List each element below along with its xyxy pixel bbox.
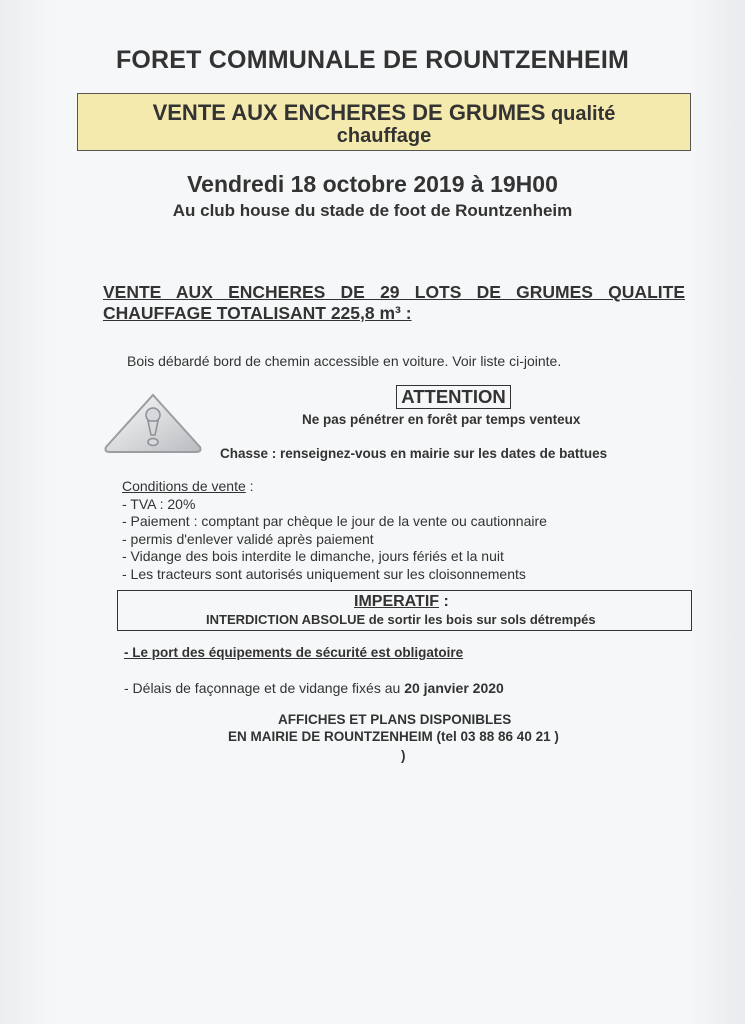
footer-line-3: )	[401, 748, 406, 763]
event-date: Vendredi 18 octobre 2019 à 19H00	[187, 171, 558, 197]
banner-quality: qualité	[545, 103, 616, 125]
lots-line-2: CHAUFFAGE TOTALISANT 225,8 m³ :	[103, 303, 412, 323]
banner-main: VENTE AUX ENCHERES DE GRUMES	[152, 100, 546, 125]
condition-item: - permis d'enlever validé après paiement	[122, 530, 374, 547]
attention-label: ATTENTION	[396, 385, 511, 409]
deadline-date: 20 janvier 2020	[404, 680, 504, 696]
footer-line-1: AFFICHES ET PLANS DISPONIBLES	[278, 712, 512, 727]
imperatif-text: INTERDICTION ABSOLUE de sortir les bois sur sols détrempés	[206, 612, 596, 627]
banner-line-2: chauffage	[336, 125, 432, 147]
imperatif-box	[117, 590, 692, 631]
conditions-heading: Conditions de vente :	[122, 478, 254, 494]
safety-notice: - Le port des équipements de sécurité est obligatoire	[124, 645, 464, 660]
deadline-notice: - Délais de façonnage et de vidange fixés au 20 janvier 2020	[124, 680, 504, 696]
warning-icon	[103, 393, 203, 455]
hunt-notice: Chasse : renseignez-vous en mairie sur les dates de battues	[220, 446, 608, 461]
condition-item: - Les tracteurs sont autorisés uniquement sur les cloisonnements	[122, 565, 526, 582]
footer-line-2: EN MAIRIE DE ROUNTZENHEIM (tel 03 88 86 40 21 )	[228, 729, 559, 744]
wind-warning: Ne pas pénétrer en forêt par temps venteux	[302, 412, 581, 427]
condition-item: - Paiement : comptant par chèque le jour de la vente ou cautionnaire	[122, 513, 547, 529]
condition-item: - Vidange des bois interdite le dimanche, jours fériés et la nuit	[122, 548, 504, 564]
page-title: FORET COMMUNALE DE ROUNTZENHEIM	[115, 46, 630, 74]
conditions-section	[122, 478, 547, 583]
intro-text: Bois débardé bord de chemin accessible en voiture. Voir liste ci-jointe.	[127, 353, 562, 369]
condition-item: - TVA : 20%	[122, 495, 196, 512]
imperatif-heading: IMPERATIF :	[354, 593, 449, 610]
lots-heading	[103, 282, 685, 324]
event-venue: Au club house du stade de foot de Rountzenheim	[172, 201, 573, 220]
banner-line-1	[78, 100, 690, 126]
sale-banner	[77, 93, 691, 151]
lots-line-1: VENTE AUX ENCHERES DE 29 LOTS DE GRUMES QUALITE	[103, 282, 685, 302]
